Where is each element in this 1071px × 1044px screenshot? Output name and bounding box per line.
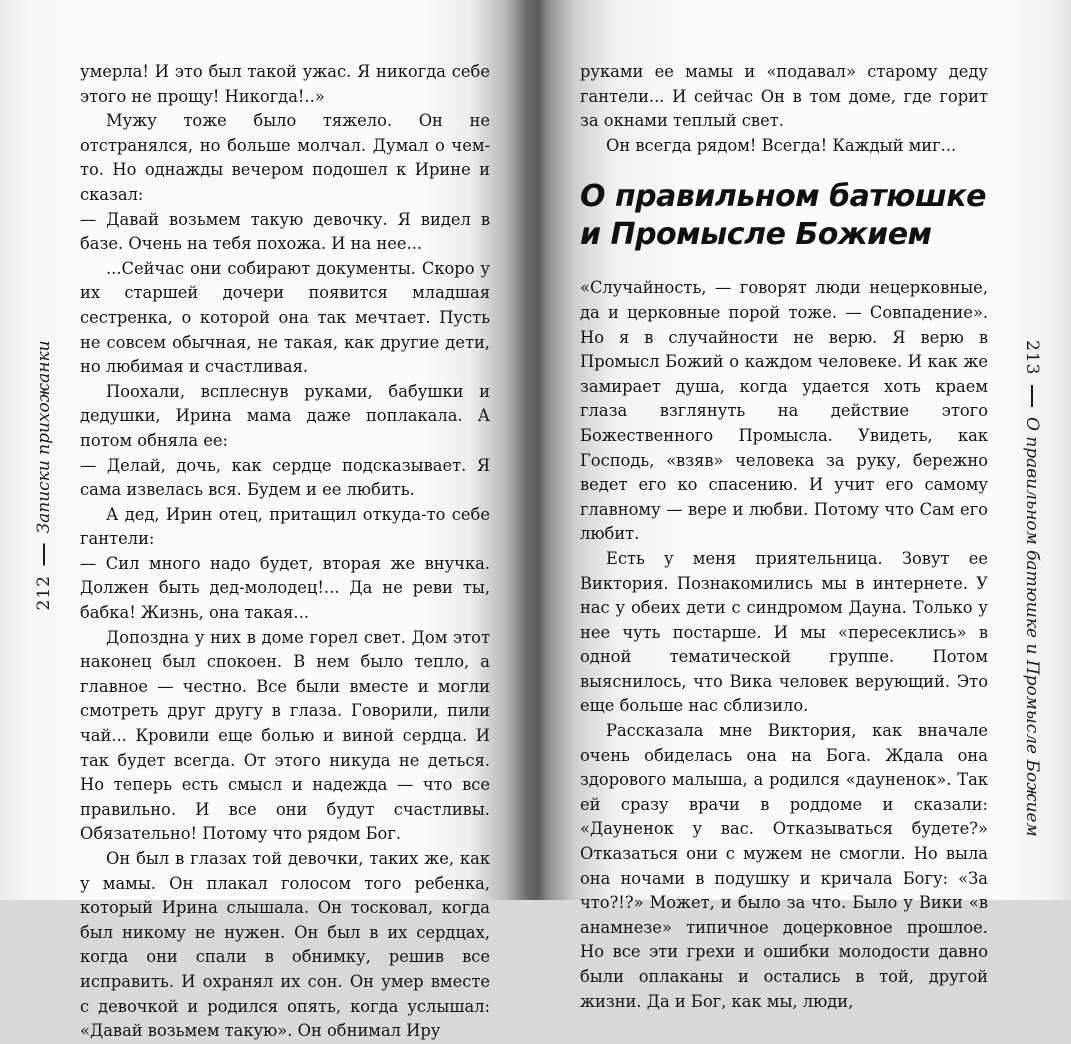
chapter-title bbox=[580, 178, 988, 254]
paragraph: Допоздна у них в доме горел свет. Дом этот наконец был спокоен. В нем было тепло, а главное — честно. Все были вместе и могли смотреть друг другу в глаза. Говорили, пили чай... Кровили еще болью и виной сердца. И так будет всегда. От этого никуда не деться. Но теперь есть смысл и надежда — что все правильно. И все они будут счастливы. Обязательно! Потому что рядом Бог. bbox=[80, 627, 490, 844]
chapter-title-line-1: О правильном батюшке bbox=[580, 179, 986, 215]
paragraph: руками ее мамы и «подавал» старому деду гантели... И сейчас Он в том доме, где горит за окнами теплый свет. bbox=[580, 62, 988, 131]
right-running-head bbox=[1022, 340, 1042, 837]
paragraph: — Сил много надо будет, вторая же внучка. Должен быть дед-молодец!... Да не реви ты, бабка! Жизнь, она такая... bbox=[80, 553, 490, 623]
paragraph: Поохали, всплеснув руками, бабушки и дедушки, Ирина мама даже поплакала. А потом обняла ее: bbox=[80, 381, 490, 450]
right-running-head-title: О правильном батюшке и Промысле Божием bbox=[1022, 417, 1042, 838]
paragraph: — Давай возьмем такую девочку. Я видел в базе. Очень на тебя похожа. И на нее... bbox=[80, 209, 490, 254]
chapter-title-line-2: и Промысле Божием bbox=[580, 217, 932, 253]
right-page-text bbox=[580, 60, 988, 1014]
left-page-number: 212 bbox=[34, 575, 54, 611]
paragraph: — Делай, дочь, как сердце подсказывает. Я сама извелась вся. Будем и ее любить. bbox=[80, 455, 490, 500]
right-page-intro bbox=[580, 60, 988, 158]
running-head-divider bbox=[43, 543, 45, 565]
right-page-body bbox=[580, 276, 988, 1014]
paragraph: Рассказала мне Виктория, как вначале очень обиделась она на Бога. Ждала она здорового малыша, а родился «дауненок». Так ей сразу врачи в роддоме и сказали: «Дауненок у вас. Отказываться будете?» Отказаться они с мужем не смогли. Но выла она ночами в подушку и кричала Богу: «За что?!?» Может, и было за что. Было у Вики «в анамнезе» типичное доцерковное прошлое. Но все эти грехи и ошибки молодости давно были оплаканы и остались в той, другой жизни. Да и Бог, как мы, люди, bbox=[580, 721, 988, 1011]
left-running-head-title: Записки прихожанки bbox=[34, 340, 54, 534]
paragraph: Он всегда рядом! Всегда! Каждый миг... bbox=[606, 135, 957, 155]
left-page-text bbox=[80, 60, 490, 1044]
paragraph: Есть у меня приятельница. Зовут ее Виктория. Познакомились мы в интернете. У нас у обеих дети с синдромом Дауна. Только у нее чуть постарше. И мы «пересеклись» в одной тематической группе. Потом выяснилось, что Вика человек верующий. Это еще больше нас сблизило. bbox=[580, 548, 988, 716]
paragraph: Он был в глазах той девочки, таких же, как у мамы. Он плакал голосом того ребенка, который Ирина слышала. Он тосковал, когда был никому не нужен. Он был в их сердцах, когда они спали в обнимку, решив все исправить. И охранял их сон. Он умер вместе с девочкой и родился опять, когда услышал: «Давай возьмем такую». Он обнимал Иру bbox=[80, 849, 490, 1041]
left-running-head bbox=[34, 340, 54, 610]
paragraph: А дед, Ирин отец, притащил откуда-то себе гантели: bbox=[80, 504, 490, 549]
paragraph: умерла! И это был такой ужас. Я никогда себе этого не прощу! Никогда!..» bbox=[80, 62, 490, 106]
paragraph: Мужу тоже было тяжело. Он не отстранялся, но больше молчал. Думал о чем-то. Но однажды вечером подошел к Ирине и сказал: bbox=[80, 111, 490, 204]
paragraph: «Случайность, — говорят люди нецерковные, да и церковные порой тоже. — Совпадение». Но я в случайности не верю. Я верю в Промысл Божий о каждом человеке. И как же замирает душа, когда удается хоть краем глаза взглянуть на действие этого Божественного Промысла. Увидеть, как Господь, «взяв» человека за руку, бережно ведет его ко спасению. И учит его самому главному — вере и любви. Потому что Сам его любит. bbox=[580, 278, 988, 544]
paragraph: ...Сейчас они собирают документы. Скоро у их старшей дочери появится младшая сестренка, о которой она так мечтает. Пусть не совсем обычная, не такая, как другие дети, но любимая и счастливая. bbox=[80, 258, 490, 377]
right-page-number: 213 bbox=[1022, 340, 1042, 376]
running-head-divider bbox=[1031, 385, 1033, 407]
